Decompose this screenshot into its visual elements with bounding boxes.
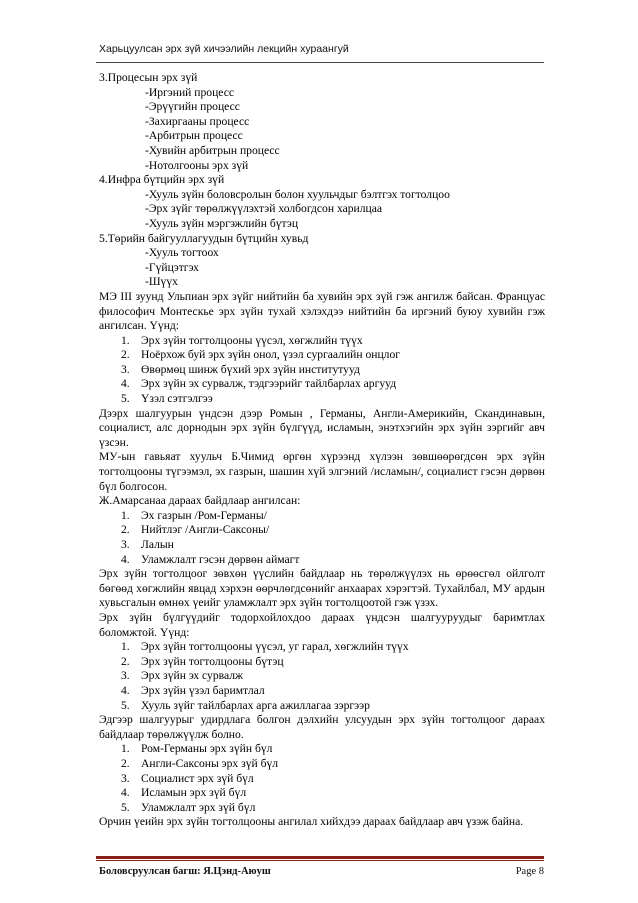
page-header-title: Харьцуулсан эрх зүй хичээлийн лекцийн хураангуй [99, 43, 349, 55]
list-item: -Арбитрын процесс [145, 129, 243, 143]
numbered-list-criteria-1 [99, 334, 545, 407]
paragraph: Орчин үеийн эрх зүйн тогтолцооны ангилал хийхдээ дараах байдлаар авч үзэж байна. [99, 815, 524, 829]
numbered-item: 1. Эх газрын /Ром-Германы/ [121, 508, 267, 522]
list-item: -Захиргааны процесс [145, 114, 250, 128]
list-item: -Хууль зүйн боловсролын болон хуульчдыг бэлтгэх тогтолцоо [145, 187, 450, 201]
numbered-item: 4. Эрх зүйн үзэл баримтлал [121, 683, 265, 697]
paragraph: Дээрх шалгуурын үндсэн дээр Ромын , Германы, Англи-Америкийн, Скандинавын, социалист, алс дорнодын эрх зүйн бүлгүүд, исламын, энэтхэгийн эрх зүйн зэргийг авч үзсэн. [99, 406, 545, 449]
numbered-list-families [99, 742, 545, 815]
numbered-item: 3. Лалын [121, 538, 174, 551]
numbered-item: 1. Эрх зүйн тогтолцооны үүсэл, хөгжлийн түүх [121, 333, 363, 347]
numbered-item: 2. Англи-Саксоны эрх зүй бүл [121, 756, 279, 770]
list-item: -Нотолгооны эрх зүй [145, 158, 249, 172]
paragraph: Эрх зүйн бүлгүүдийг тодорхойлохдоо дараах үндсэн шалгууруудыг баримтлах боломжтой. Үүнд: [99, 610, 545, 639]
numbered-item: 5. Уламжлалт эрх зүй бүл [121, 800, 256, 814]
numbered-item: 5. Хууль зүйг тайлбарлах арга ажиллагаа зэргээр [121, 698, 370, 712]
page-number: Page 8 [515, 866, 544, 877]
list-item: -Эрх зүйг төрөлжүүлэхтэй холбогдсон харилцаа [145, 202, 383, 216]
list-item: -Шүүх [145, 275, 178, 289]
header-divider [96, 62, 544, 63]
numbered-item: 1. Эрх зүйн тогтолцооны үүсэл, уг гарал, хөгжлийн түүх [121, 640, 409, 654]
numbered-item: 4. Эрх зүйн эх сурвалж, тэдгээрийг тайлбарлах аргууд [121, 377, 397, 391]
paragraph: МЭ III зуунд Ульпиан эрх зүйг нийтийн ба хувийн эрх зүй гэж ангилж байсан. Француас философич Монтескье эрх зүйн тухай хэлэхдээ нийтийн ба иргэний буюу хувийн гэж ангилсан. Үүнд: [99, 289, 545, 333]
numbered-item: 3. Социалист эрх зүй бүл [121, 771, 254, 785]
numbered-list-amarsanaa [99, 509, 545, 567]
numbered-item: 2. Ноёрхож буй эрх зүйн онол, үзэл сургаалийн онцлог [121, 348, 401, 362]
numbered-item: 3. Эрх зүйн эх сурвалж [121, 669, 243, 683]
numbered-item: 2. Эрх зүйн тогтолцооны бүтэц [121, 654, 284, 668]
list-item: -Хууль зүйн мэргэжлийн бүтэц [145, 216, 299, 230]
footer-divider [96, 856, 544, 859]
list-item: -Хувийн арбитрын процесс [145, 143, 280, 157]
list-item: -Иргэний процесс [145, 85, 235, 99]
numbered-item: 4. Исламын эрх зүй бүл [121, 786, 247, 800]
section-3-title: 3.Процесын эрх зүй [99, 71, 198, 84]
footer-divider-thin [96, 860, 544, 861]
footer-author: Боловсруулсан багш: Я.Цэнд-Аюуш [99, 866, 271, 877]
section-4-title: 4.Инфра бүтцийн эрх зүй [99, 173, 225, 187]
numbered-item: 5. Үзэл сэтгэлгээ [121, 392, 213, 406]
list-item: -Гүйцэтгэх [145, 260, 199, 274]
numbered-item: 1. Ром-Германы эрх зүйн бүл [121, 742, 273, 756]
list-item: -Хууль тогтоох [145, 246, 219, 260]
paragraph: Эдгээр шалгуурыг удирдлага болгон дэлхийн улсуудын эрх зүйн тогтолцоог дараах байдлаар төрөлжүүлж болно. [99, 713, 545, 741]
page-body [99, 71, 545, 830]
paragraph: Ж.Амарсанаа дараах байдлаар ангилсан: [99, 494, 301, 508]
numbered-list-criteria-2 [99, 640, 545, 713]
numbered-item: 4. Уламжлалт гэсэн дөрвөн аймагт [121, 552, 300, 566]
section-5-title: 5.Төрийн байгууллагуудын бүтцийн хувьд [99, 231, 309, 245]
numbered-item: 2. Нийтлэг /Англи-Саксоны/ [121, 523, 270, 537]
paragraph: Эрх зүйн тогтолцоог зөвхөн үүслийн байдлаар нь төрөлжүүлэх нь өрөөсгөл ойлголт бөгөөд хөгжлийн явцад хэрхэн өөрчлөгдсөнийг анхаарах хэрэгтэй. Тухайлбал, МУ ардын хувьсгалын өмнөх үеийг уламжлалт эрх зүйн тогтолцоотой гэж үзэх. [99, 567, 545, 610]
paragraph: МУ-ын гавьяат хуульч Б.Чимид өргөн хүрээнд хүлээн зөвшөөрөгдсөн эрх зүйн тогтолцооны түгээмэл, эх газрын, шашин хүй элгэний /исламын/, социалист гэсэн дөрвөн бүл болгосон. [99, 450, 545, 493]
numbered-item: 3. Өвөрмөц шинж бүхий эрх зүйн институтууд [121, 362, 360, 376]
list-item: -Эрүүгийн процесс [145, 100, 240, 114]
